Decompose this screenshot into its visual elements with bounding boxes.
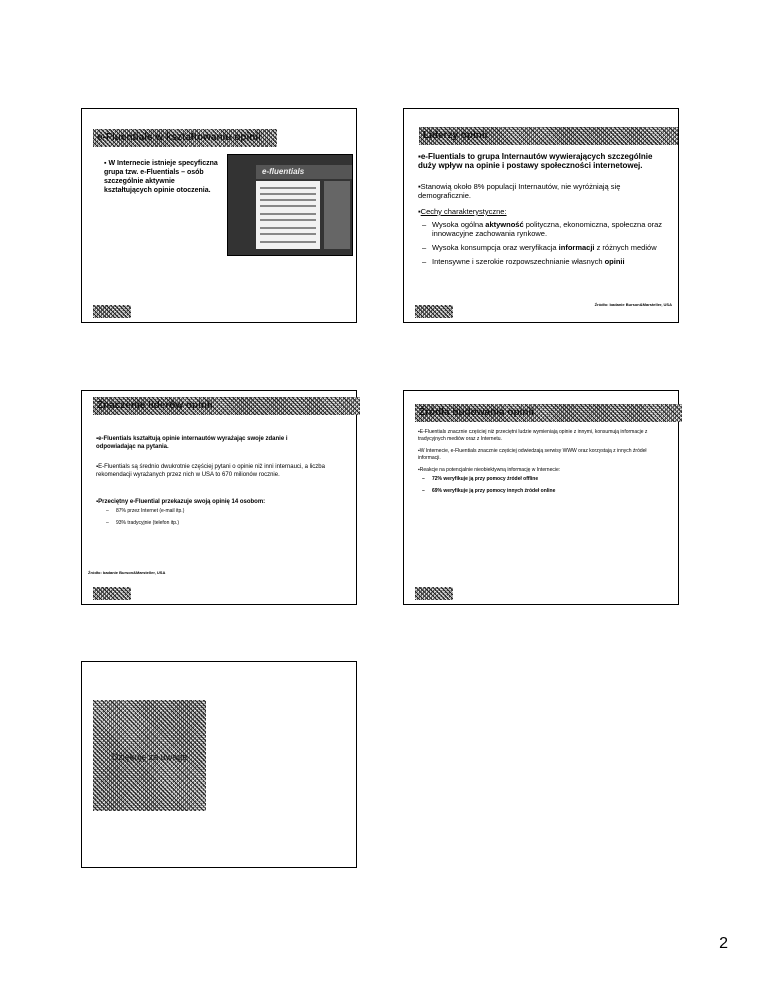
website-screenshot [227,154,353,256]
slide-4-title: Źródła budowania opinii [415,404,682,422]
slide-4-bullet-2: ▪W Internecie, e-Fluentials znacznie częściej odwiedzają serwisy WWW oraz korzystają z innych źródeł informacji. [418,448,647,461]
slide-3-bullet-2: ▪E-Fluentials są średnio dwukrotnie częściej pytani o opinie niż inni internauci, a liczba rekomendacji wyrażanych przez nich w USA to 670 milionów rocznie. [96,464,325,478]
slide-2-corner-pattern [415,305,453,318]
slide-3-bullet-1: ▪e-Fluentials kształtują opinie internautów wyrażając swoje zdanie i odpowiadając na pytania. [96,436,288,450]
slide-3-sub-1: – 87% przez Internet (e-mail itp.) [102,508,322,515]
slide-1-bullet: ▪ W Internecie istnieje specyficzna grupa tzw. e-Fluentials – osób szczególnie aktywnie kształtujących opinie otoczenia. [104,160,218,194]
thanks-box [93,700,206,811]
slide-2-sub-2: – Wysoka konsumpcja oraz weryfikacja informacji z różnych mediów [418,243,664,252]
slide-3-bullet-3: ▪Przeciętny e-Fluential przekazuje swoją opinię 14 osobom: [96,499,266,505]
slide-2-bullet-2: ▪Stanowią około 8% populacji Internautów, nie wyróżniają się demograficznie. [418,182,621,200]
website-logo: e-fluentials [256,165,352,179]
slide-2-bullet-3: ▪Cechy charakterystyczne: [418,207,507,216]
slide-2-sublist [418,215,664,266]
slide-4-bullet-3: ▪Reakcje na potencjalnie nieobiektywną informację w Internecie: [418,467,561,473]
slide-3-sublist [102,503,322,527]
slide-2-title: Liderzy opinii [419,127,678,145]
slide-1 [81,108,357,323]
page-number: 2 [719,935,728,952]
slide-1-title: e-Fluentials w kształtowaniu opinii [93,129,277,147]
slide-3-sub-2: – 93% tradycyjnie (telefon itp.) [102,520,322,527]
slide-1-corner-pattern [93,305,131,318]
slide-3-source: Źródło: badanie Burson&Marsteller, USA [88,570,166,575]
thanks-text: Dziękuję za uwagę [111,752,188,762]
slide-4-sub-2: – 69% weryfikuje ją przy pomocy innych źródeł online [418,488,658,495]
slide-4-corner-pattern [415,587,453,600]
slide-2-source: Źródło: badanie Burson&Marsteller, USA [594,302,672,307]
slide-3 [81,390,357,605]
slide-2-sub-3: – Intensywne i szerokie rozpowszechnianie własnych opinii [418,257,664,266]
slide-2-bullet-1: ▪e-Fluentials to grupa Internautów wywierających szczególnie duży wpływ na opinie i postawy społeczności internetowej. [418,152,653,170]
slide-4-sublist [418,471,658,495]
slide-4-bullet-1: ▪E-Fluentials znacznie częściej niż przeciętni ludzie wymieniają opinie z innymi, konsumują informacje z tradycyjnych mediów oraz z Internetu. [418,429,648,442]
slide-4-sub-1: – 72% weryfikuje ją przy pomocy źródeł offline [418,476,658,483]
slide-2 [403,108,679,323]
slide-3-title: Znaczenie liderów opinii [93,397,360,415]
slide-4 [403,390,679,605]
slide-3-corner-pattern [93,587,131,600]
slide-2-sub-1: – Wysoka ogólna aktywność polityczna, ekonomiczna, społeczna oraz innowacyjne zachowania rynkowe. [418,220,664,238]
